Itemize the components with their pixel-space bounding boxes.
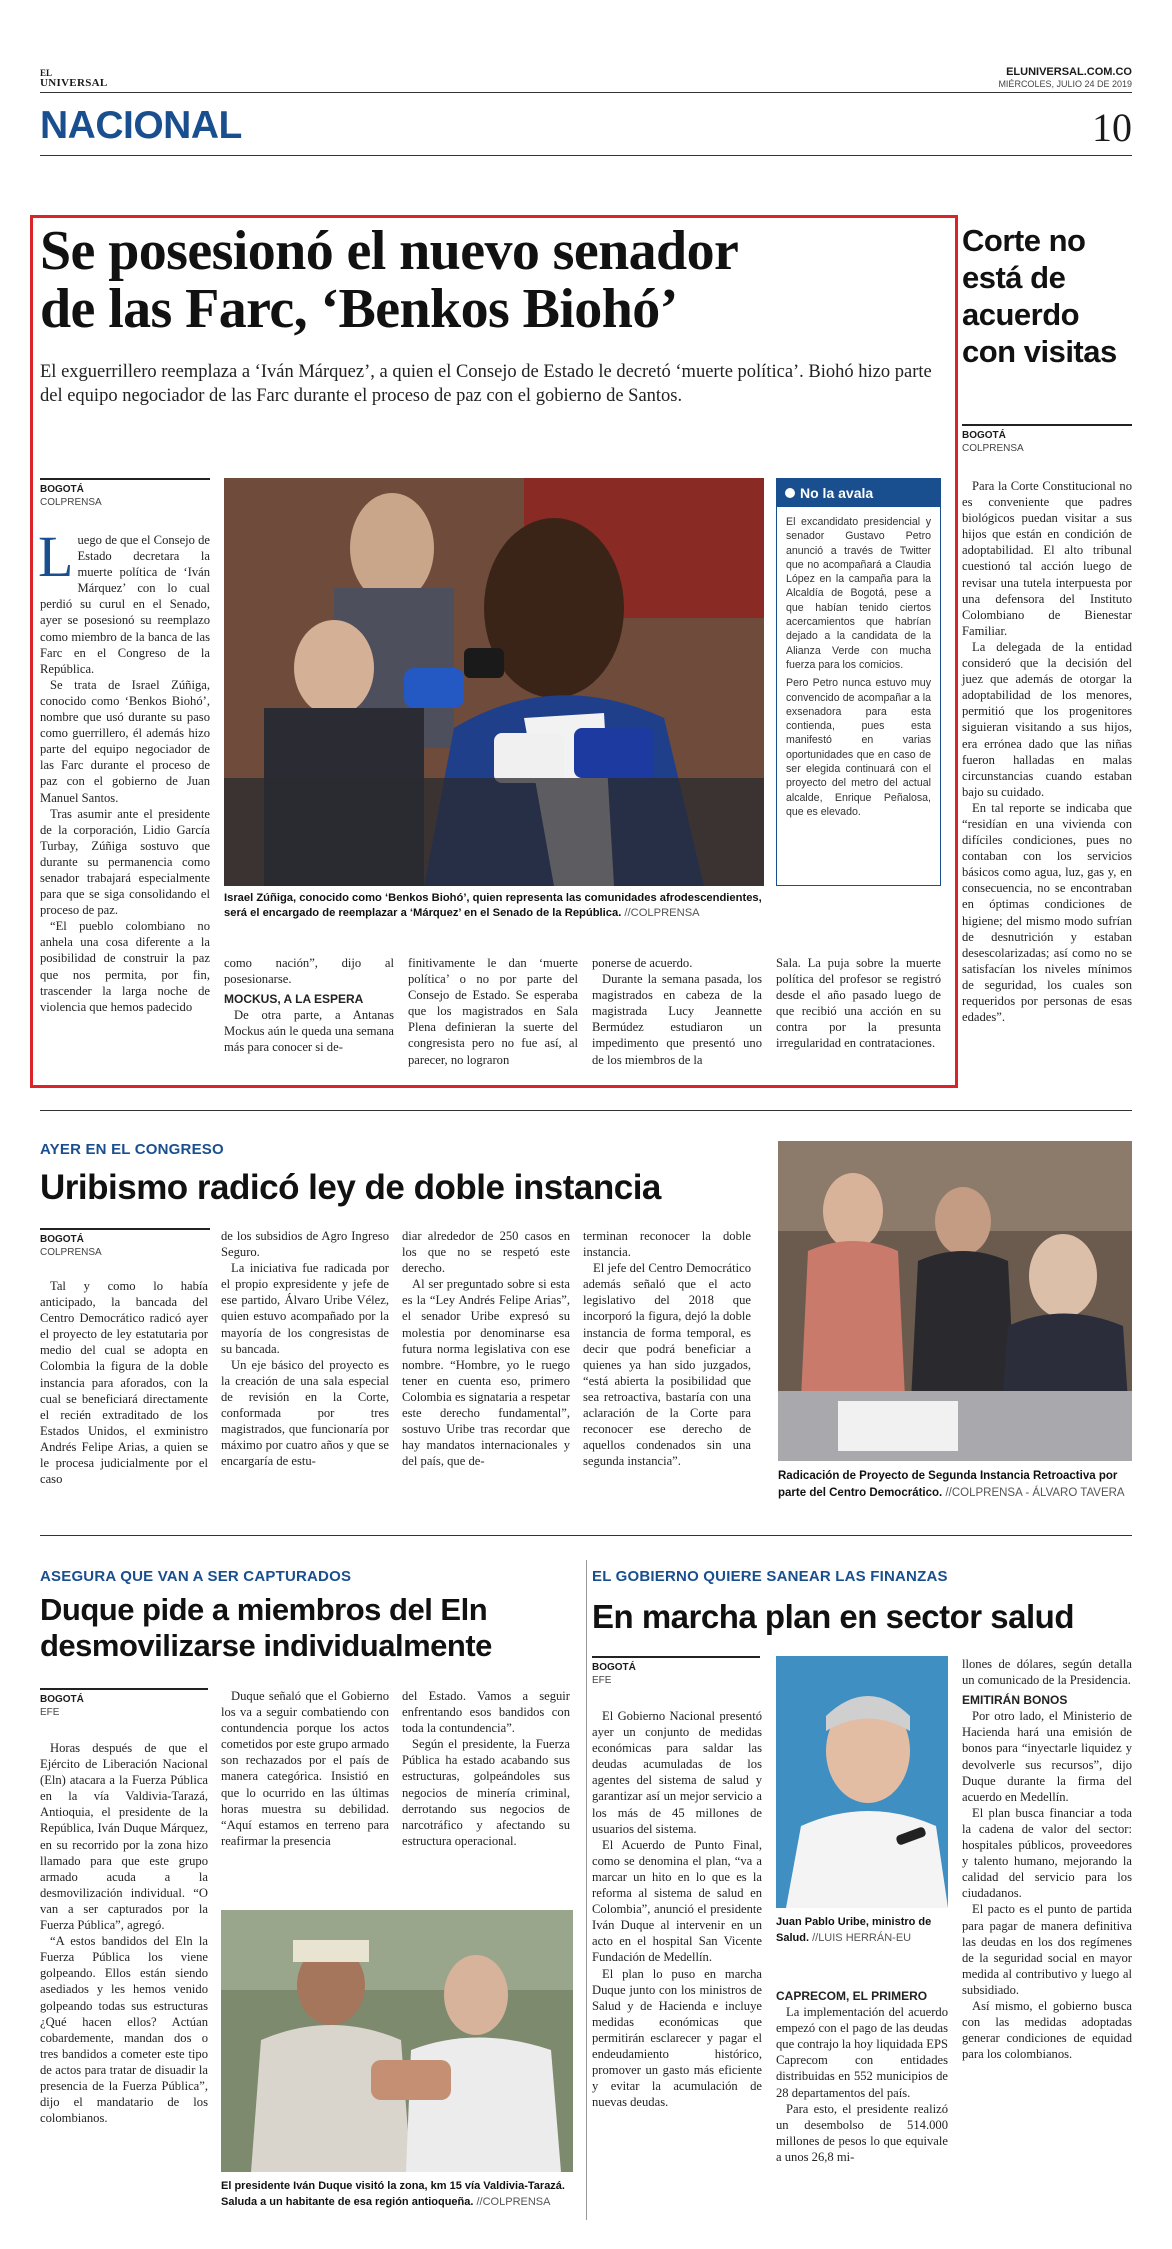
subheading-caprecom: CAPRECOM, EL PRIMERO [776,1989,928,2003]
salud-col1-paragraph-1: El Gobierno Nacional presentó ayer un conjunto de medidas económicas para saldar las deudas acumuladas de los agentes del sistema de salud y garantizar así un mejor servicio a los más de 45 millones de usuarios del sistema. [592,1709,762,1836]
duque-col3-paragraph-2: Según el presidente, la Fuerza Pública ha estado acabando sus estructuras, golpeándoles sus negocios de minería criminal, derrotando sus negocios de narcotráfico y afectando su estructura operacional. [402,1737,570,1848]
uribismo-column-4 [583,1228,751,1469]
lead-photo-caption [224,891,764,921]
duque-caption-text: El presidente Iván Duque visitó la zona, km 15 vía Valdivia-Tarazá. Saluda a un habitante de esa región antioqueña. [221,2180,565,2208]
uribismo-caption-text: Radicación de Proyecto de Segunda Instancia Retroactiva por parte del Centro Democrático. [778,1470,1118,1499]
uribismo-byline-city: BOGOTÁ [40,1234,84,1245]
issue-date: MIÉRCOLES, JULIO 24 DE 2019 [998,79,1132,89]
salud-col2-paragraph-1: La implementación del acuerdo empezó con el pago de las deudas que contrajo la hoy liquidada EPS Caprecom con entidades distribuidas en 552 municipios de 28 departamentos del país. [776,2005,948,2100]
lead-photo [224,478,764,886]
lead-headline [40,222,940,338]
uribismo-col4-paragraph-1: terminan reconocer la doble instancia. [583,1229,751,1260]
sidebar-box [776,478,941,886]
section-rule [40,155,1132,156]
duque-headline-line2: desmovilizarse individualmente [40,1628,492,1663]
uribismo-col1-paragraph: Tal y como lo había anticipado, la bancada del Centro Democrático radicó ayer el proyecto de ley estatutaria por medio del cual se adopta en Colombia la figura de la doble instancia para aforados, con la cual se beneficiará directamente el recién extraditado de los Estados Unidos, el exministro Andrés Felipe Arias, a quien se le procesa judicialmente por el caso [40,1279,208,1487]
lead-column-1 [38,524,210,1015]
lead-col4-paragraph-2: Durante la semana pasada, los magistrados en cabeza de la magistrada Lucy Jeannette Bermúdez estudiaron un impedimento que presentó uno de los miembros de la [592,972,762,1067]
uribismo-kicker: AYER EN EL CONGRESO [40,1141,224,1158]
lead-paragraph-1: uego de que el Consejo de Estado decretara la muerte política de ‘Iván Márquez’ con lo cual perdió su curul en el Senado, ayer se posesionó su reemplazo como miembro de la banca de las Farc en el Congreso de la República. [40,533,210,676]
bullet-icon [785,488,795,498]
lead-col5-paragraph-1: Sala. La puja sobre la muerte política del profesor se registró desde el año pasado luego de que recibió una acción en su contra por la presunta irregularidad en contrataciones. [776,956,941,1051]
corte-body [962,478,1132,1025]
salud-col2-paragraph-2: Para esto, el presidente realizó un desembolso de 514.000 millones de pesos lo que equivale a unos 26,8 mi- [776,2101,948,2164]
corte-paragraph-1: Para la Corte Constitucional no es conveniente que padres biológicos puedan visitar a sus hijos que están en condición de adoptabilidad. El alto tribunal cuestionó tal acción luego de revisar una tutela interpuesta por una defensora del Instituto Colombiano de Bienestar Familiar. [962,479,1132,638]
salud-column-2 [776,1984,948,2165]
salud-column-1 [592,1708,762,2110]
uribismo-photo-caption [778,1468,1132,1502]
salud-photo [776,1656,948,1908]
uribismo-col2-paragraph-3: Un eje básico del proyecto es la creación de una sala especial de revisión en la Corte, conformada por tres magistrados, que funcionaría por máximo por cuatro años y que se encargaría de estu- [221,1357,389,1469]
uribismo-col3-paragraph-2: Al ser preguntado sobre si esta es la “Ley Andrés Felipe Arias”, el senador Uribe expresó su molestia por denominarse esa futura norma legislativa con ese nombre. “Hombre, yo le ruego tener en cuenta eso, primero Colombia es signataria a respetar este derecho fundamental”, sostuvo Uribe tras recordar que hay mandatos internacionales y del país, que de- [402,1277,570,1469]
duque-byline-city: BOGOTÁ [40,1694,84,1705]
corte-paragraph-3: En tal reporte se indicaba que “residían en una vivienda con difíciles condiciones, pues no contaban con los servicios básicos como agua, luz, gas y, en consecuencia, no se encontraban en óptimas condiciones de higiene; del mismo modo sufrían de desnutrición y estaban desescolarizadas; así como no se satisfacían los niveles mínimos de seguridad, los cuales son requeridos por personas de esas edades”. [962,800,1132,1025]
salud-col3-paragraph-4: El pacto es el punto de partida para pagar de manera definitiva las deudas en los dos regímenes de la seguridad social en mayor medida al contributivo y luego al subsidiado. [962,1902,1132,1997]
page-number: 10 [1092,105,1132,150]
sidebar-paragraph-2: Pero Petro nunca estuvo muy convencido de acompañar a la exsenadora para esta contienda, pues esta manifestó en varias oportunidades que en caso de ser elegida continuará con el proyecto del metro del actual alcalde, Enrique Peñalosa, que es elevado. [786,677,931,818]
salud-column-3 [962,1656,1132,2062]
lead-paragraph-2: Se trata de Israel Zúñiga, conocido como ‘Benkos Biohó’, nombre que usó durante su paso como guerrillero, él además hizo parte del equipo negociador de las Farc durante el proceso de paz con el gobierno de Juan Manuel Santos. [40,677,210,805]
lead-headline-line2: de las Farc, ‘Benkos Biohó’ [40,278,678,340]
corte-byline-city: BOGOTÁ [962,430,1006,441]
uribismo-column-1 [40,1278,208,1487]
lead-headline-line1: Se posesionó el nuevo senador [40,220,739,282]
site-url: ELUNIVERSAL.COM.CO [1006,66,1132,78]
lead-byline [40,478,210,509]
salud-kicker: EL GOBIERNO QUIERE SANEAR LAS FINANZAS [592,1568,948,1585]
uribismo-byline-agency: COLPRENSA [40,1247,102,1258]
duque-photo-caption [221,2178,581,2210]
salud-photo-caption [776,1914,948,1946]
byline-agency: COLPRENSA [40,497,102,508]
sidebar-body [777,507,940,827]
duque-column-2 [221,1688,389,1849]
uribismo-byline [40,1228,210,1259]
lead-column-5 [776,955,941,1052]
duque-column-3 [402,1688,570,1849]
duque-col3-paragraph-1: del Estado. Vamos a seguir enfrentando esos bandidos con toda la contundencia”. [402,1689,570,1736]
uribismo-column-2 [221,1228,389,1469]
lead-paragraph-4: “El pueblo colombiano no anhela una cosa diferente a la posibilidad de construir la paz que nos permita, por fin, trascender la larga noche de violencia que hemos padecido [40,919,210,1014]
duque-byline-agency: EFE [40,1707,60,1718]
duque-photo [221,1910,573,2172]
duque-kicker: ASEGURA QUE VAN A SER CAPTURADOS [40,1568,352,1585]
uribismo-col2-paragraph-1: de los subsidios de Agro Ingreso Seguro. [221,1229,389,1260]
duque-headline-line1: Duque pide a miembros del Eln [40,1592,488,1627]
salud-byline-agency: EFE [592,1675,612,1686]
lead-column-2 [224,955,394,1056]
subheading-bonos: EMITIRÁN BONOS [962,1693,1068,1708]
sidebar-paragraph-1: El excandidato presidencial y senador Gustavo Petro anunció a través de Twitter que no acompañará a Claudia López en la campaña para la Alcaldía de Bogotá, pese a que habían tenido ciertos acercamientos que habrían dejado a la candidata de la Alianza Verde con mucha fuerza para los comicios. [786,516,931,671]
corte-byline [962,424,1132,455]
logo-line2: UNIVERSAL [40,77,108,89]
uribismo-col4-paragraph-2: El jefe del Centro Democrático además señaló que el acto legislativo del 2018 que incorporó la figura, dejó la doble instancia de forma temporal, es decir que podrá beneficiar a quienes ya han sido juzgados, “está abierta la posibilidad que sea retroactiva, bastaría con una aclaración de la Corte para reconocer ese derecho de aquellos condenados sin una segunda instancia”. [583,1261,751,1469]
salud-col3-paragraph-3: El plan busca financiar a toda la cadena de valor del sector: hospitales públicos, proveedores y talento humano, mejorando la calidad del servicio para los ciudadanos. [962,1805,1132,1901]
lead-col3-paragraph-1: finitivamente le dan ‘muerte política’ o no por parte del Consejo de Estado. Se esperaba que los magistrados en Sala Plena definieran la suerte del congresista pero no fue así, al parecer, no lograron [408,956,578,1067]
lead-column-4 [592,955,762,1068]
lead-column-3 [408,955,578,1068]
corte-byline-agency: COLPRENSA [962,443,1024,454]
vertical-divider [586,1560,587,2220]
duque-photo-credit: //COLPRENSA [476,2196,551,2208]
salud-col3-paragraph-1: llones de dólares, según detalla un comunicado de la Presidencia. [962,1657,1132,1688]
uribismo-column-3 [402,1228,570,1469]
salud-col1-paragraph-3: El plan lo puso en marcha Duque junto con los ministros de Salud y de Hacienda e incluye medidas económicas que permitirán esclarecer y pagar el endeudamiento histórico, promover un gasto más eficiente y evitar la acumulación de nuevas deudas. [592,1966,762,2110]
newspaper-logo [40,68,108,88]
caption-text: Israel Zúñiga, conocido como ‘Benkos Biohó’, quien representa las comunidades afrodescendientes, será el encargado de reemplazar a ‘Márquez’ en el Senado de la República. [224,892,762,919]
uribismo-photo-credit: //COLPRENSA - ÁLVARO TAVERA [945,1487,1125,1499]
lead-col4-paragraph-1: ponerse de acuerdo. [592,956,693,970]
corte-headline: Corte no está de acuerdo con visitas [962,223,1117,369]
corte-paragraph-2: La delegada de la entidad consideró que la decisión del juez que además de otorgar la adoptabilidad de los menores, permitió que los progenitores siguieran visitando a sus hijos, era errónea dado que las niñas fueron halladas en malas circunstancias cuando estaban bajo su cuidado. [962,639,1132,799]
duque-headline [40,1592,580,1664]
salud-headline: En marcha plan en sector salud [592,1598,1074,1635]
uribismo-col2-paragraph-2: La iniciativa fue radicada por el propio expresidente y jefe de ese partido, Álvaro Uribe Vélez, quien estuvo acompañado por la mayoría de los congresistas de su bancada. [221,1261,389,1356]
drop-cap: L [38,524,74,589]
section-title: NACIONAL [40,104,242,147]
duque-col1-paragraph-2: “A estos bandidos del Eln la Fuerza Pública los viene golpeando. Ellos están siendo asediados y les hemos venido golpeando todas sus estructuras ¿Qué hacen ellos? Actúan cobardemente, mandan dos o tres bandidos a cometer este tipo de actos para tratar de disuadir la presencia de la Fuerza Pública”, dijo el mandatario de los colombianos. [40,1934,208,2126]
salud-byline [592,1656,760,1687]
salud-photo-credit: //LUIS HERRÁN-EU [812,1932,912,1944]
lead-col2-paragraph-1: como nación”, dijo al posesionarse. [224,956,394,987]
sidebar-title: No la avala [800,485,874,501]
photo-credit: //COLPRENSA [624,907,700,919]
salud-col3-paragraph-2: Por otro lado, el Ministerio de Hacienda hará una emisión de bonos para “inyectarle liquidez y devolverle sus recursos”, dijo Duque durante la firma del acuerdo en Medellín. [962,1709,1132,1804]
section-divider-1 [40,1110,1132,1111]
duque-col1-paragraph-1: Horas después de que el Ejército de Liberación Nacional (Eln) atacara a la Fuerza Pública en la vía Valdivia-Tarazá, Antioquia, el presidente de la República, Iván Duque Márquez, en su recorrido por la zona hizo llamado para que este grupo armado acuda a la desmovilización individual. “O van a ser capturados por la Fuerza Pública”, agregó. [40,1741,208,1933]
salud-caption-text: Juan Pablo Uribe, ministro de Salud. [776,1916,932,1944]
uribismo-col3-paragraph-1: diar alrededor de 250 casos en los que no se respetó este derecho. [402,1229,570,1276]
lead-col2-paragraph-2: De otra parte, a Antanas Mockus aún le queda una semana más para conocer si de- [224,1008,394,1055]
section-divider-2 [40,1535,1132,1536]
lead-deck: El exguerrillero reemplaza a ‘Iván Márquez’, a quien el Consejo de Estado le decretó ‘muerte política’. Biohó hizo parte del equipo negociador de las Farc durante el proceso de paz con el gobierno de Santos. [40,362,932,406]
byline-city: BOGOTÁ [40,484,84,495]
duque-column-1 [40,1740,208,2126]
subheading-mockus: MOCKUS, A LA ESPERA [224,992,364,1007]
logo-line1: EL [40,68,53,78]
uribismo-photo [778,1141,1132,1461]
uribismo-headline: Uribismo radicó ley de doble instancia [40,1168,661,1207]
duque-byline [40,1688,208,1719]
duque-col2-paragraph-1: Duque señaló que el Gobierno los va a seguir combatiendo con contundencia porque los actos cometidos por este grupo armado son rechazados por el país de manera categórica. Insistió en que lo ocurrido en las últimas horas muestra su debilidad. “Aquí estamos en terreno para reafirmar la presencia [221,1689,389,1848]
salud-col3-paragraph-5: Así mismo, el gobierno busca con las medidas adoptadas generar condiciones de equidad para los colombianos. [962,1998,1132,2062]
header-rule [40,92,1132,93]
salud-col1-paragraph-2: El Acuerdo de Punto Final, como se denomina el plan, “va a marcar un hito en lo que es la reforma al sistema de salud en Colombia”, anunció el presidente Iván Duque al intervenir en un acto en el hospital San Vicente Fundación de Medellín. [592,1837,762,1965]
lead-paragraph-3: Tras asumir ante el presidente de la corporación, Lidio García Turbay, Zúñiga sostuvo que durante su permanencia como senador trabajará especialmente para que se siga consolidando el proceso de paz. [40,806,210,918]
salud-byline-city: BOGOTÁ [592,1662,636,1673]
sidebar-header [777,479,940,507]
